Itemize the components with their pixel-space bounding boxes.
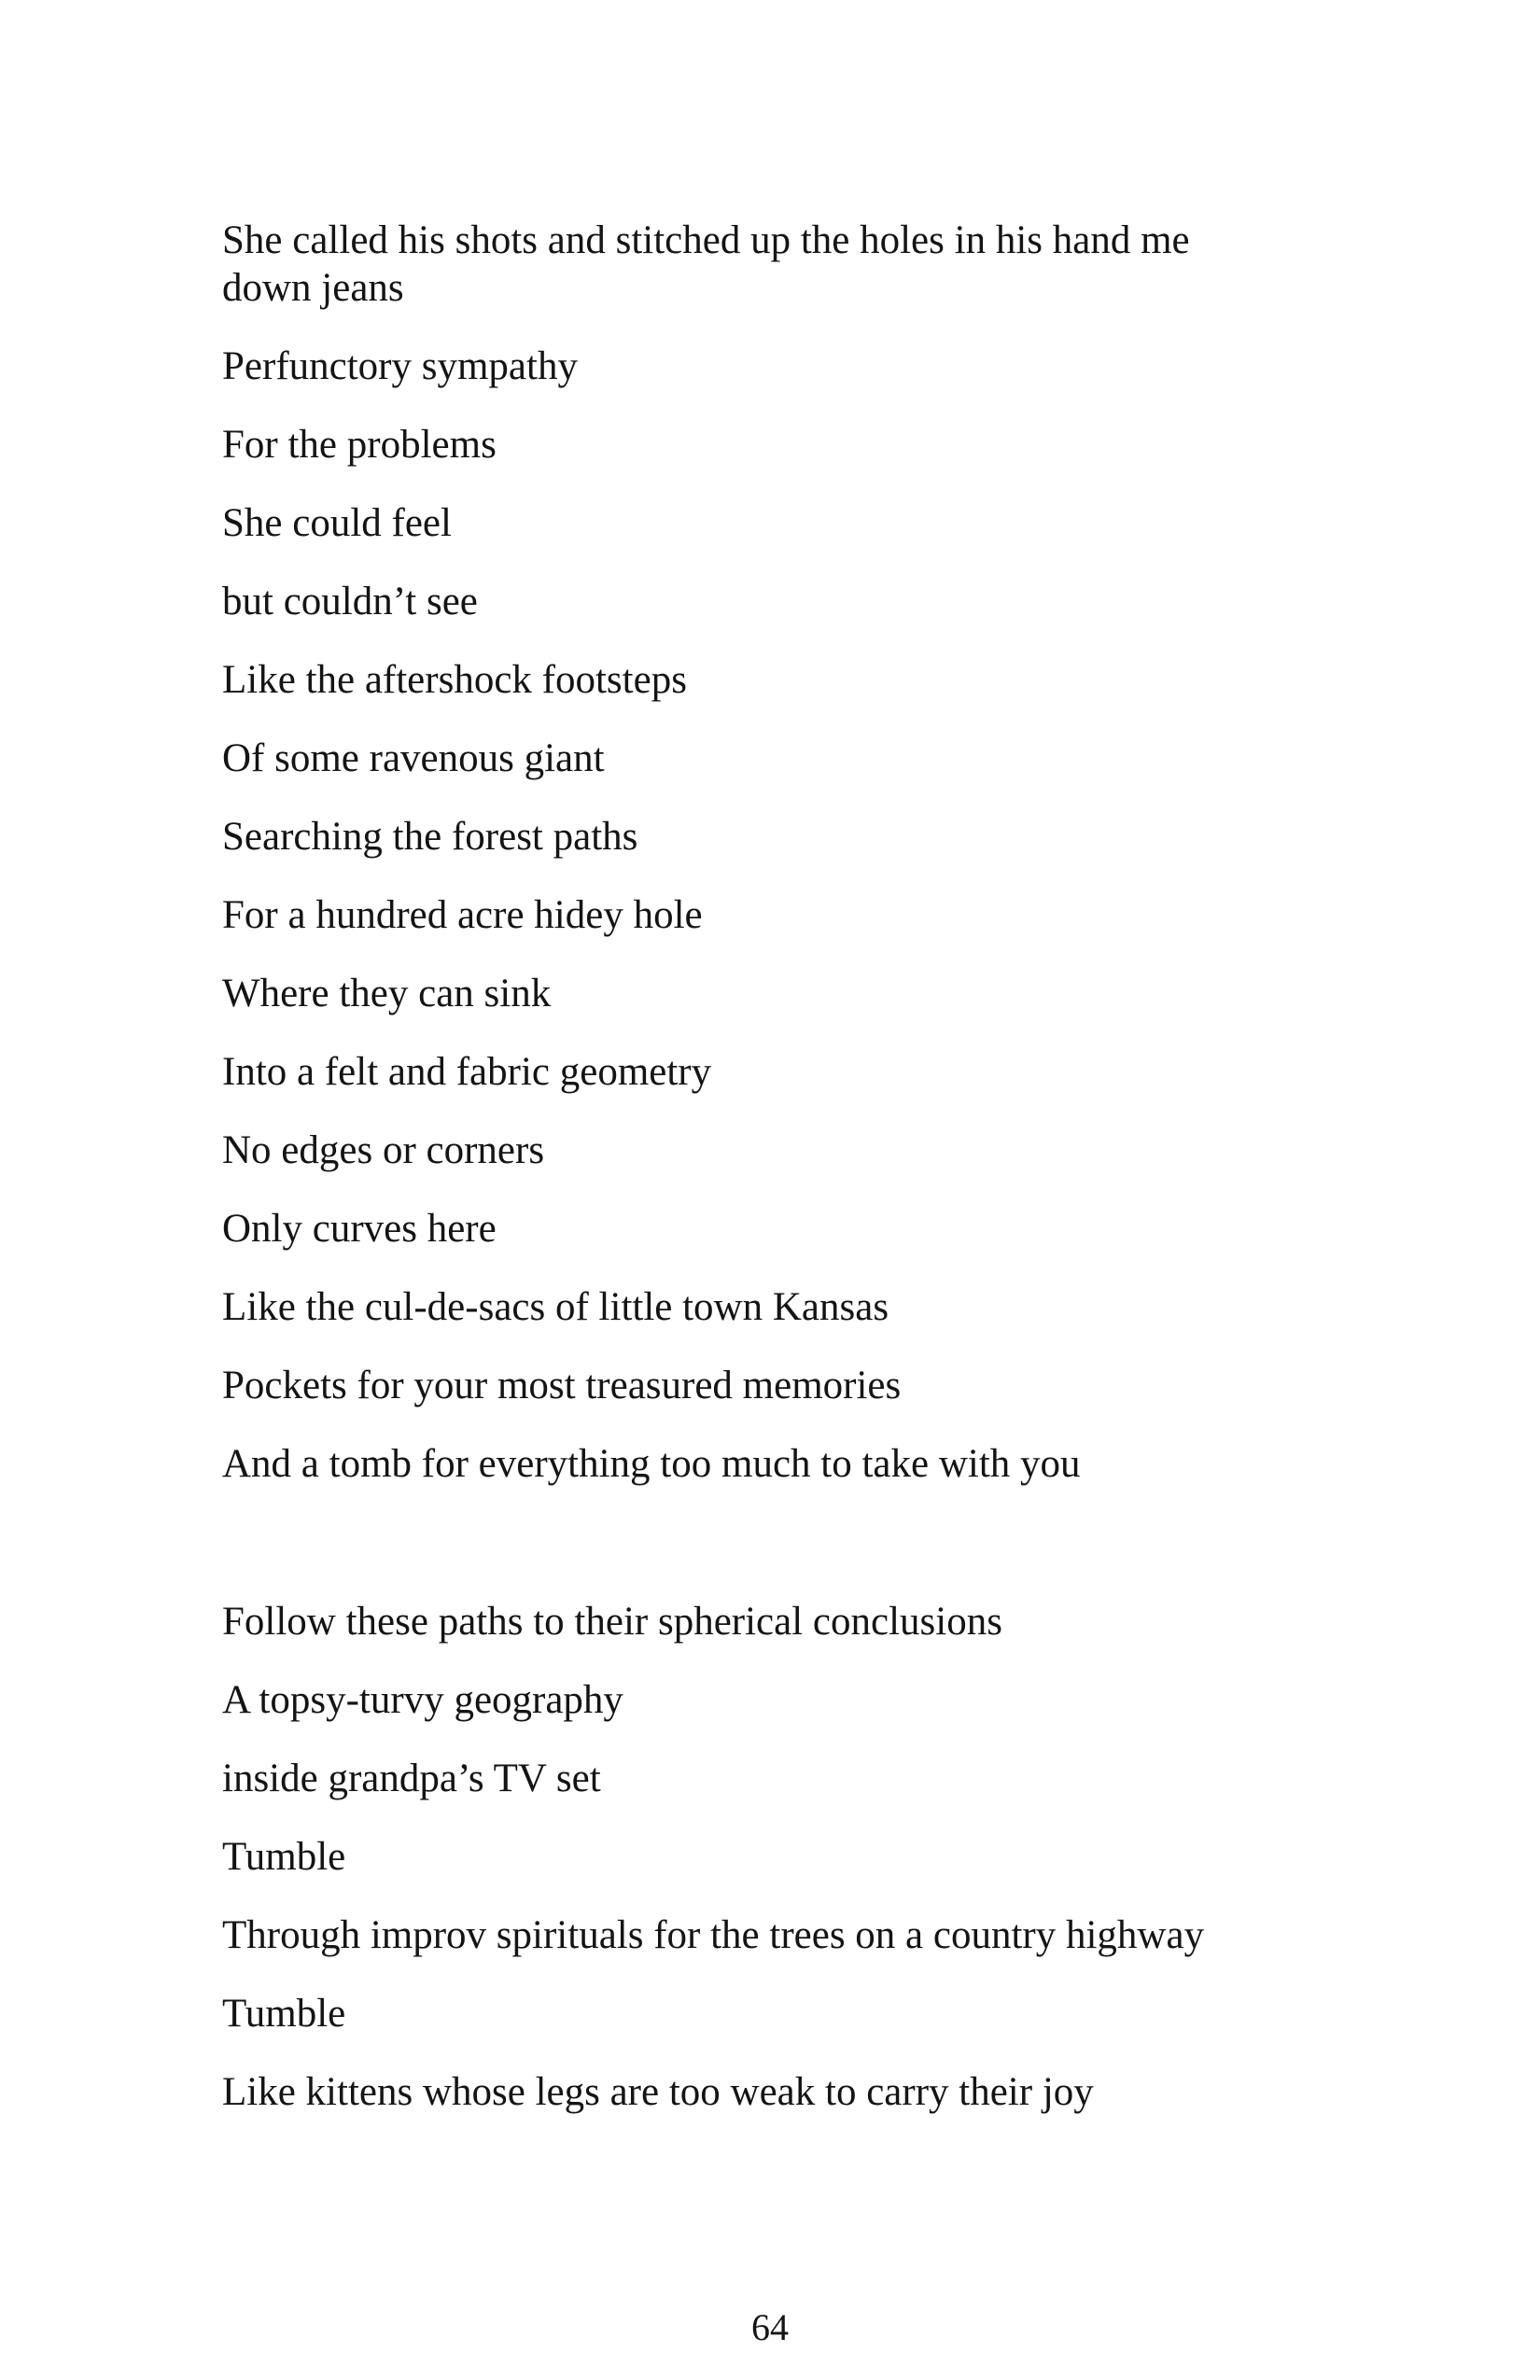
- poem-line: Perfunctory sympathy: [222, 344, 578, 388]
- poem-line: No edges or corners: [222, 1128, 545, 1172]
- poem-line: She called his shots and stitched up the holes in his hand me down jeans: [222, 218, 1190, 310]
- poem-line: Searching the forest paths: [222, 815, 638, 859]
- poem-line: Where they can sink: [222, 972, 552, 1015]
- poem-line: For the problems: [222, 423, 497, 467]
- poem-line: Only curves here: [222, 1207, 497, 1251]
- page-number: 64: [751, 2306, 789, 2348]
- poem-line: Tumble: [222, 1992, 346, 2036]
- poem-line: Into a felt and fabric geometry: [222, 1050, 712, 1094]
- poem-line: A topsy-turvy geography: [222, 1678, 623, 1722]
- stanza-break: [222, 1519, 1323, 1598]
- stanza-2: [222, 1598, 1323, 2116]
- poem-line: Like the cul-de-sacs of little town Kansas: [222, 1285, 889, 1329]
- poem-line: Of some ravenous giant: [222, 736, 605, 780]
- poem-line: Like the aftershock footsteps: [222, 658, 687, 702]
- stanza-1: [222, 217, 1323, 1488]
- poem-line: Like kittens whose legs are too weak to carry their joy: [222, 2070, 1094, 2114]
- poem-line: Pockets for your most treasured memories: [222, 1364, 902, 1407]
- poem-line: inside grandpa’s TV set: [222, 1757, 601, 1800]
- poem-line: She could feel: [222, 501, 452, 545]
- poem-line: For a hundred acre hidey hole: [222, 893, 703, 937]
- poem-body: [222, 217, 1323, 2147]
- poem-line: Tumble: [222, 1835, 346, 1879]
- poem-line: And a tomb for everything too much to take with you: [222, 1442, 1081, 1486]
- poem-line: Follow these paths to their spherical conclusions: [222, 1600, 1002, 1644]
- poem-line: but couldn’t see: [222, 580, 478, 623]
- poem-line: Through improv spirituals for the trees on a country highway: [222, 1913, 1205, 1957]
